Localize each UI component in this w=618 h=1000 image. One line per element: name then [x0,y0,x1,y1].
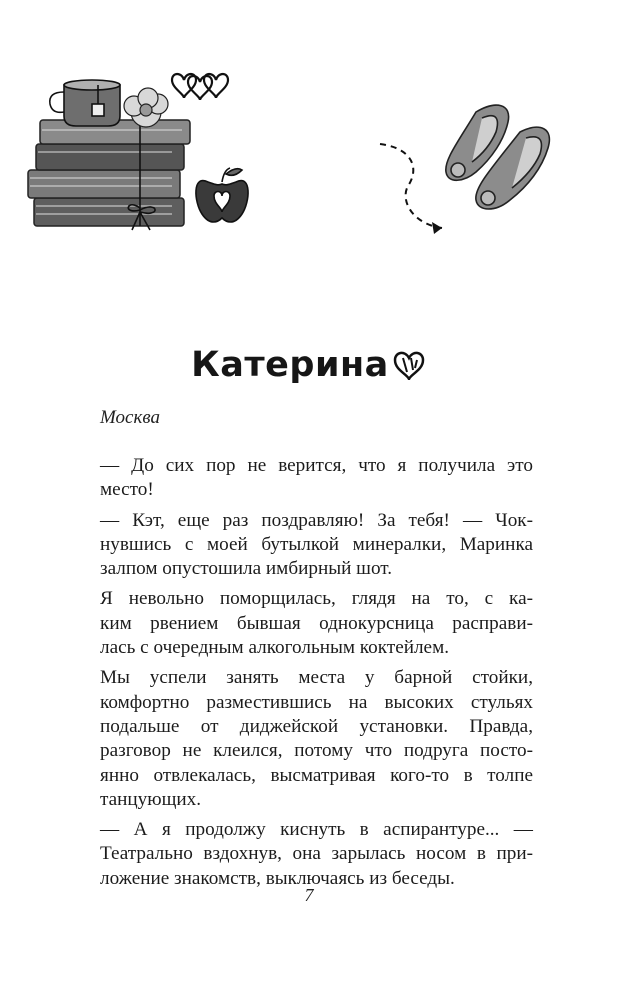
heart-icon [391,350,427,380]
paragraph [72,509,533,582]
text-line: Мы успели занять места у барной стойки, [100,667,533,689]
text-line: янно отвлекалась, высматривая кого-то в толпе [100,764,533,786]
chapter-body [72,454,533,897]
paragraph [72,666,533,812]
text-line: Театрально вздохнув, она зарылась носом в при- [100,843,533,865]
page-number: 7 [304,885,314,905]
paragraph [72,454,533,503]
shoes-illustration [372,88,557,238]
books-teacup-illustration [22,70,252,235]
text-line: комфортно разместившись на высоких стульях [100,691,533,713]
dashed-arrow-icon [380,144,442,234]
text-line: — А я продолжу киснуть в аспирантуре... — [100,819,533,841]
chapter-title [0,345,618,385]
location-line: Москва [100,407,160,428]
apple-heart-icon [196,168,248,222]
text-line: — До сих пор не верится, что я получила это [100,455,533,476]
text-line: танцующих. [100,788,202,810]
text-line: — Кэт, еще раз поздравляю! За тебя! — Чок- [100,509,533,531]
text-line: место! [100,479,154,501]
text-line: нувшись с моей бутылкой минералки, Маринка [100,533,533,555]
text-line: ким рвением бывшая однокурсница расправи- [100,612,533,634]
text-line: подальше от диджейской установки. Правда, [100,715,533,737]
text-line: залпом опустошила имбирный шот. [100,558,393,580]
text-line: ложение знакомств, выключаясь из беседы. [100,867,455,889]
text-line: лась с очередным алкогольным коктейлем. [100,637,450,659]
hearts-doodle-icon [172,74,228,100]
paragraph [72,587,533,660]
paragraph [72,818,533,891]
text-line: разговор не клеился, потому что подруга посто- [100,740,533,762]
text-line: Я невольно поморщилась, глядя на то, с ка- [100,588,533,610]
chapter-title-text: Катерина [191,345,389,385]
